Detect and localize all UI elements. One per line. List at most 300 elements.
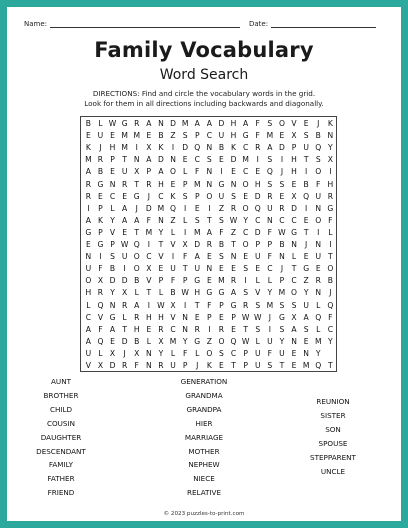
grid-letter[interactable]: I xyxy=(305,203,308,213)
grid-letter[interactable]: Z xyxy=(218,203,225,213)
grid-letter[interactable]: N xyxy=(291,336,297,346)
grid-letter[interactable]: H xyxy=(291,155,297,165)
grid-letter[interactable]: M xyxy=(266,300,274,310)
grid-letter[interactable]: X xyxy=(158,336,164,346)
grid-letter[interactable]: L xyxy=(98,348,103,358)
grid-letter[interactable]: K xyxy=(170,191,176,201)
grid-letter[interactable]: U xyxy=(254,348,261,358)
grid-letter[interactable]: E xyxy=(122,191,128,201)
name-field[interactable] xyxy=(24,20,240,28)
grid-letter[interactable]: T xyxy=(328,361,333,370)
grid-letter[interactable]: E xyxy=(255,167,261,177)
grid-letter[interactable]: D xyxy=(291,203,297,213)
grid-letter[interactable]: G xyxy=(278,312,285,322)
grid-letter[interactable]: S xyxy=(110,252,115,262)
grid-letter[interactable]: Q xyxy=(303,191,310,201)
grid-letter[interactable]: E xyxy=(110,167,115,177)
grid-letter[interactable]: V xyxy=(146,276,152,286)
grid-letter[interactable]: N xyxy=(182,312,188,322)
grid-letter[interactable]: M xyxy=(193,179,201,189)
grid-letter[interactable]: U xyxy=(170,264,176,274)
grid-letter[interactable]: T xyxy=(134,227,140,237)
grid-letter[interactable]: O xyxy=(133,252,140,262)
grid-letter[interactable]: E xyxy=(243,191,249,201)
grid-letter[interactable]: T xyxy=(182,264,188,274)
grid-letter[interactable]: Q xyxy=(230,336,237,346)
grid-letter[interactable]: S xyxy=(279,179,285,189)
grid-letter[interactable]: N xyxy=(109,179,116,189)
grid-letter[interactable]: Q xyxy=(133,240,140,249)
grid-letter[interactable]: P xyxy=(110,155,115,165)
grid-letter[interactable]: Q xyxy=(266,167,273,177)
grid-letter[interactable]: S xyxy=(231,191,236,201)
grid-letter[interactable]: S xyxy=(303,131,309,141)
grid-letter[interactable]: W xyxy=(181,288,189,298)
grid-letter[interactable]: S xyxy=(267,361,273,370)
grid-letter[interactable]: D xyxy=(145,203,152,213)
grid-letter[interactable]: A xyxy=(303,312,309,322)
grid-letter[interactable]: C xyxy=(279,215,285,225)
grid-letter[interactable]: A xyxy=(122,215,128,225)
grid-letter[interactable]: H xyxy=(133,324,140,334)
grid-letter[interactable]: R xyxy=(85,191,91,201)
grid-letter[interactable]: M xyxy=(218,276,225,286)
grid-letter[interactable]: E xyxy=(255,264,261,274)
grid-letter[interactable]: I xyxy=(208,324,211,334)
grid-letter[interactable]: D xyxy=(109,361,116,370)
grid-letter[interactable]: T xyxy=(122,155,127,165)
grid-letter[interactable]: C xyxy=(194,155,200,165)
grid-letter[interactable]: H xyxy=(194,288,201,298)
grid-letter[interactable]: N xyxy=(303,348,309,358)
grid-letter[interactable]: P xyxy=(158,276,164,286)
grid-letter[interactable]: A xyxy=(194,119,200,128)
grid-letter[interactable]: L xyxy=(86,300,91,310)
grid-letter[interactable]: D xyxy=(194,240,201,249)
grid-letter[interactable]: C xyxy=(242,167,249,177)
grid-letter[interactable]: Y xyxy=(303,288,309,298)
grid-letter[interactable]: H xyxy=(158,179,164,189)
grid-letter[interactable]: N xyxy=(85,252,92,262)
grid-letter[interactable]: D xyxy=(230,155,237,165)
grid-letter[interactable]: E xyxy=(170,179,176,189)
grid-letter[interactable]: Y xyxy=(328,336,333,346)
grid-letter[interactable]: M xyxy=(266,131,274,141)
grid-letter[interactable]: B xyxy=(218,143,225,153)
grid-letter[interactable]: O xyxy=(315,167,322,177)
grid-letter[interactable]: K xyxy=(85,143,91,153)
grid-letter[interactable]: A xyxy=(109,324,116,334)
grid-letter[interactable]: H xyxy=(230,131,237,141)
grid-letter[interactable]: R xyxy=(279,203,285,213)
grid-letter[interactable]: R xyxy=(134,312,140,322)
grid-letter[interactable]: C xyxy=(158,191,164,201)
grid-letter[interactable]: G xyxy=(291,227,297,237)
grid-letter[interactable]: N xyxy=(182,324,188,334)
grid-letter[interactable]: H xyxy=(327,179,334,189)
grid-letter[interactable]: N xyxy=(206,167,213,177)
grid-letter[interactable]: D xyxy=(109,276,116,286)
grid-letter[interactable]: P xyxy=(231,312,236,322)
grid-letter[interactable]: H xyxy=(85,288,92,298)
grid-letter[interactable]: W xyxy=(278,227,286,237)
grid-letter[interactable]: A xyxy=(134,215,140,225)
grid-letter[interactable]: E xyxy=(291,361,297,370)
grid-letter[interactable]: C xyxy=(291,215,297,225)
grid-letter[interactable]: R xyxy=(230,203,237,213)
grid-letter[interactable]: A xyxy=(85,336,91,346)
grid-letter[interactable]: L xyxy=(255,336,260,346)
grid-letter[interactable]: B xyxy=(218,240,225,249)
grid-letter[interactable]: Y xyxy=(158,227,164,237)
grid-letter[interactable]: C xyxy=(327,324,333,334)
grid-letter[interactable]: E xyxy=(110,336,115,346)
grid-letter[interactable]: U xyxy=(315,252,322,262)
grid-letter[interactable]: I xyxy=(147,300,150,310)
grid-letter[interactable]: P xyxy=(182,276,188,286)
grid-letter[interactable]: E xyxy=(85,131,91,141)
grid-letter[interactable]: E xyxy=(206,276,212,286)
grid-letter[interactable]: E xyxy=(279,191,285,201)
grid-letter[interactable]: U xyxy=(218,131,225,141)
grid-letter[interactable]: T xyxy=(207,215,212,225)
grid-letter[interactable]: F xyxy=(267,348,273,358)
grid-letter[interactable]: P xyxy=(243,361,248,370)
grid-letter[interactable]: D xyxy=(279,143,285,153)
grid-letter[interactable]: E xyxy=(194,312,200,322)
grid-letter[interactable]: J xyxy=(123,348,126,358)
grid-letter[interactable]: X xyxy=(134,167,140,177)
grid-letter[interactable]: I xyxy=(208,203,211,213)
grid-letter[interactable]: E xyxy=(146,324,152,334)
grid-letter[interactable]: J xyxy=(135,203,138,213)
grid-letter[interactable]: T xyxy=(134,179,140,189)
grid-letter[interactable]: N xyxy=(206,179,213,189)
grid-letter[interactable]: O xyxy=(242,203,249,213)
grid-letter[interactable]: S xyxy=(219,348,224,358)
grid-letter[interactable]: Y xyxy=(182,336,188,346)
grid-letter[interactable]: S xyxy=(267,119,273,128)
grid-letter[interactable]: V xyxy=(255,288,261,298)
grid-letter[interactable]: N xyxy=(170,155,176,165)
grid-letter[interactable]: S xyxy=(206,155,212,165)
grid-letter[interactable]: U xyxy=(218,191,225,201)
grid-letter[interactable]: M xyxy=(169,336,177,346)
grid-letter[interactable]: R xyxy=(158,324,164,334)
grid-letter[interactable]: Z xyxy=(206,336,212,346)
grid-letter[interactable]: I xyxy=(184,203,187,213)
grid-letter[interactable]: C xyxy=(206,131,212,141)
grid-letter[interactable]: M xyxy=(121,131,128,141)
date-field[interactable] xyxy=(249,20,376,28)
grid-letter[interactable]: S xyxy=(219,215,224,225)
grid-letter[interactable]: Y xyxy=(279,336,285,346)
grid-letter[interactable]: L xyxy=(170,227,176,237)
grid-letter[interactable]: Z xyxy=(170,131,176,141)
grid-letter[interactable]: Q xyxy=(170,203,177,213)
grid-letter[interactable]: V xyxy=(291,119,297,128)
grid-letter[interactable]: H xyxy=(158,312,164,322)
grid-letter[interactable]: E xyxy=(85,240,91,249)
grid-letter[interactable]: L xyxy=(328,227,333,237)
grid-letter[interactable]: N xyxy=(315,240,322,249)
grid-letter[interactable]: B xyxy=(97,167,104,177)
grid-letter[interactable]: A xyxy=(146,155,152,165)
grid-letter[interactable]: E xyxy=(303,119,309,128)
grid-letter[interactable]: T xyxy=(328,252,333,262)
grid-letter[interactable]: R xyxy=(267,191,273,201)
grid-letter[interactable]: X xyxy=(170,300,176,310)
grid-letter[interactable]: E xyxy=(231,324,236,334)
grid-letter[interactable]: A xyxy=(158,167,164,177)
grid-letter[interactable]: Y xyxy=(328,143,333,153)
grid-letter[interactable]: L xyxy=(316,300,321,310)
grid-letter[interactable]: E xyxy=(279,131,285,141)
grid-letter[interactable]: H xyxy=(291,167,297,177)
grid-letter[interactable]: E xyxy=(194,203,200,213)
grid-letter[interactable]: E xyxy=(231,264,236,274)
grid-letter[interactable]: P xyxy=(194,191,200,201)
grid-letter[interactable]: M xyxy=(181,119,189,128)
grid-letter[interactable]: O xyxy=(242,240,249,249)
grid-letter[interactable]: O xyxy=(170,167,177,177)
grid-letter[interactable]: F xyxy=(267,227,273,237)
grid-letter[interactable]: L xyxy=(316,324,321,334)
grid-letter[interactable]: J xyxy=(305,240,308,249)
grid-letter[interactable]: V xyxy=(109,227,116,237)
grid-letter[interactable]: O xyxy=(206,348,213,358)
grid-letter[interactable]: Z xyxy=(170,215,176,225)
grid-letter[interactable]: N xyxy=(291,240,297,249)
grid-letter[interactable]: U xyxy=(194,264,201,274)
grid-letter[interactable]: S xyxy=(182,131,188,141)
grid-letter[interactable]: P xyxy=(110,240,115,249)
grid-letter[interactable]: W xyxy=(108,119,117,128)
grid-letter[interactable]: C xyxy=(242,227,249,237)
grid-letter[interactable]: Q xyxy=(327,300,334,310)
grid-letter[interactable]: B xyxy=(109,264,116,274)
grid-letter[interactable]: H xyxy=(230,119,237,128)
grid-letter[interactable]: U xyxy=(97,131,104,141)
grid-letter[interactable]: C xyxy=(267,264,273,274)
grid-letter[interactable]: P xyxy=(182,361,188,370)
grid-letter[interactable]: G xyxy=(121,119,128,128)
grid-letter[interactable]: F xyxy=(255,119,260,128)
grid-letter[interactable]: D xyxy=(121,336,128,346)
grid-letter[interactable]: O xyxy=(206,191,213,201)
grid-letter[interactable]: S xyxy=(267,155,273,165)
grid-letter[interactable]: M xyxy=(193,227,201,237)
grid-letter[interactable]: C xyxy=(146,252,152,262)
grid-letter[interactable]: N xyxy=(206,264,213,274)
grid-letter[interactable]: G xyxy=(218,288,225,298)
grid-letter[interactable]: O xyxy=(315,215,322,225)
grid-letter[interactable]: N xyxy=(133,155,140,165)
grid-letter[interactable]: B xyxy=(315,131,321,141)
grid-letter[interactable]: R xyxy=(158,361,164,370)
grid-letter[interactable]: T xyxy=(303,227,309,237)
grid-letter[interactable]: E xyxy=(110,131,115,141)
grid-letter[interactable]: Y xyxy=(110,215,115,225)
grid-letter[interactable]: E xyxy=(219,312,224,322)
grid-letter[interactable]: M xyxy=(314,336,322,346)
grid-letter[interactable]: U xyxy=(267,336,273,346)
grid-letter[interactable]: C xyxy=(255,215,261,225)
grid-letter[interactable]: A xyxy=(206,227,212,237)
grid-letter[interactable]: S xyxy=(303,324,309,334)
grid-letter[interactable]: E xyxy=(303,252,309,262)
grid-letter[interactable]: E xyxy=(98,191,103,201)
grid-letter[interactable]: V xyxy=(170,312,176,322)
grid-letter[interactable]: M xyxy=(157,203,165,213)
grid-letter[interactable]: F xyxy=(255,131,260,141)
name-line[interactable] xyxy=(50,21,240,28)
grid-letter[interactable]: I xyxy=(317,227,320,237)
grid-letter[interactable]: J xyxy=(196,361,199,370)
grid-letter[interactable]: E xyxy=(303,336,309,346)
grid-letter[interactable]: I xyxy=(268,324,271,334)
grid-letter[interactable]: R xyxy=(85,179,91,189)
grid-letter[interactable]: U xyxy=(121,167,128,177)
grid-letter[interactable]: L xyxy=(110,203,115,213)
grid-letter[interactable]: Q xyxy=(315,312,322,322)
grid-letter[interactable]: G xyxy=(242,131,249,141)
grid-letter[interactable]: B xyxy=(158,131,164,141)
grid-letter[interactable]: D xyxy=(182,143,189,153)
grid-letter[interactable]: K xyxy=(206,361,212,370)
grid-letter[interactable]: P xyxy=(279,276,285,286)
grid-letter[interactable]: X xyxy=(134,348,140,358)
grid-letter[interactable]: L xyxy=(195,348,200,358)
grid-letter[interactable]: D xyxy=(170,119,176,128)
grid-letter[interactable]: J xyxy=(317,119,320,128)
grid-letter[interactable]: X xyxy=(122,288,128,298)
grid-letter[interactable]: T xyxy=(231,361,236,370)
grid-letter[interactable]: F xyxy=(146,215,152,225)
grid-letter[interactable]: S xyxy=(279,324,285,334)
grid-letter[interactable]: R xyxy=(97,288,104,298)
grid-letter[interactable]: J xyxy=(99,143,102,153)
grid-letter[interactable]: F xyxy=(134,361,139,370)
grid-letter[interactable]: A xyxy=(134,300,140,310)
grid-letter[interactable]: T xyxy=(243,324,248,334)
grid-letter[interactable]: C xyxy=(85,312,91,322)
grid-letter[interactable]: U xyxy=(85,348,92,358)
grid-letter[interactable]: I xyxy=(220,167,223,177)
grid-letter[interactable]: E xyxy=(206,252,212,262)
grid-letter[interactable]: F xyxy=(195,167,200,177)
grid-letter[interactable]: R xyxy=(315,276,321,286)
grid-letter[interactable]: L xyxy=(255,276,260,286)
grid-letter[interactable]: W xyxy=(253,312,262,322)
grid-letter[interactable]: O xyxy=(278,119,285,128)
grid-letter[interactable]: G xyxy=(303,264,310,274)
grid-letter[interactable]: X xyxy=(327,155,333,165)
grid-letter[interactable]: G xyxy=(218,179,225,189)
grid-letter[interactable]: S xyxy=(182,191,188,201)
grid-letter[interactable]: X xyxy=(97,361,104,370)
grid-letter[interactable]: N xyxy=(109,300,116,310)
grid-letter[interactable]: F xyxy=(182,348,188,358)
grid-letter[interactable]: A xyxy=(122,203,128,213)
grid-letter[interactable]: U xyxy=(303,300,309,310)
grid-letter[interactable]: P xyxy=(98,227,103,237)
grid-letter[interactable]: Q xyxy=(315,361,322,370)
grid-letter[interactable]: N xyxy=(146,361,152,370)
grid-letter[interactable]: M xyxy=(278,288,286,298)
grid-letter[interactable]: X xyxy=(182,240,188,249)
grid-letter[interactable]: E xyxy=(315,264,321,274)
grid-letter[interactable]: T xyxy=(291,264,297,274)
grid-letter[interactable]: B xyxy=(134,276,140,286)
grid-letter[interactable]: M xyxy=(145,227,153,237)
grid-letter[interactable]: O xyxy=(133,264,140,274)
grid-letter[interactable]: N xyxy=(327,131,334,141)
grid-letter[interactable]: N xyxy=(315,288,322,298)
grid-letter[interactable]: G xyxy=(194,336,201,346)
grid-letter[interactable]: P xyxy=(291,143,297,153)
grid-letter[interactable]: Q xyxy=(97,336,104,346)
grid-letter[interactable]: U xyxy=(85,264,92,274)
grid-letter[interactable]: N xyxy=(279,252,285,262)
grid-letter[interactable]: W xyxy=(229,215,238,225)
grid-letter[interactable]: I xyxy=(135,143,138,153)
grid-letter[interactable]: M xyxy=(133,131,141,141)
grid-letter[interactable]: L xyxy=(170,348,176,358)
grid-letter[interactable]: G xyxy=(109,312,116,322)
grid-letter[interactable]: O xyxy=(85,276,92,286)
grid-letter[interactable]: K xyxy=(231,143,237,153)
grid-letter[interactable]: L xyxy=(291,252,297,262)
grid-letter[interactable]: Y xyxy=(267,288,273,298)
grid-letter[interactable]: I xyxy=(87,203,90,213)
grid-letter[interactable]: G xyxy=(133,191,140,201)
grid-letter[interactable]: U xyxy=(254,252,261,262)
grid-letter[interactable]: A xyxy=(85,215,91,225)
grid-letter[interactable]: A xyxy=(85,167,91,177)
grid-letter[interactable]: B xyxy=(170,288,176,298)
grid-letter[interactable]: L xyxy=(183,167,188,177)
grid-letter[interactable]: F xyxy=(98,324,103,334)
grid-letter[interactable]: P xyxy=(182,179,188,189)
grid-letter[interactable]: F xyxy=(328,215,333,225)
grid-letter[interactable]: F xyxy=(328,312,333,322)
grid-letter[interactable]: F xyxy=(98,264,103,274)
grid-letter[interactable]: Q xyxy=(315,143,322,153)
grid-letter[interactable]: G xyxy=(194,276,201,286)
grid-letter[interactable]: E xyxy=(219,264,224,274)
grid-letter[interactable]: G xyxy=(97,240,104,249)
grid-letter[interactable]: M xyxy=(302,361,310,370)
grid-letter[interactable]: M xyxy=(242,155,249,165)
grid-letter[interactable]: S xyxy=(243,264,249,274)
grid-letter[interactable]: R xyxy=(122,361,128,370)
grid-letter[interactable]: P xyxy=(255,240,261,249)
grid-letter[interactable]: A xyxy=(291,324,297,334)
grid-letter[interactable]: S xyxy=(279,300,285,310)
grid-letter[interactable]: P xyxy=(267,240,273,249)
grid-letter[interactable]: E xyxy=(219,155,224,165)
grid-letter[interactable]: I xyxy=(171,143,175,153)
grid-letter[interactable]: F xyxy=(316,179,321,189)
grid-letter[interactable]: P xyxy=(219,300,224,310)
grid-letter[interactable]: T xyxy=(158,240,164,249)
grid-letter[interactable]: I xyxy=(123,264,126,274)
grid-letter[interactable]: U xyxy=(267,203,273,213)
grid-letter[interactable]: U xyxy=(303,143,309,153)
grid-letter[interactable]: W xyxy=(157,300,165,310)
grid-letter[interactable]: T xyxy=(231,240,236,249)
